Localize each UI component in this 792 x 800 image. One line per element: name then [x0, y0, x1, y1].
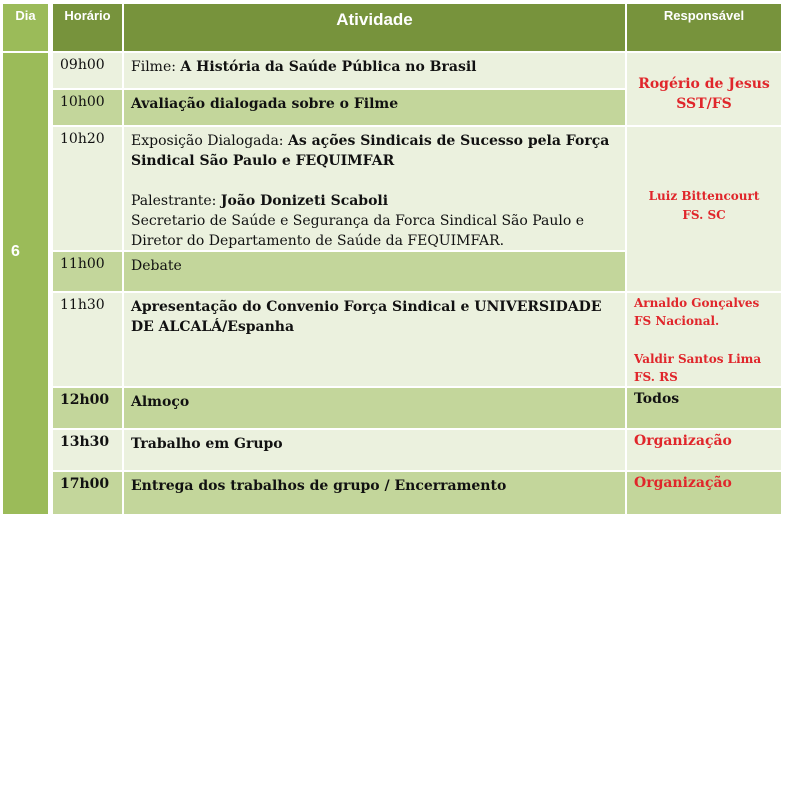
schedule-row	[53, 430, 625, 470]
row-time: 12h00	[60, 392, 110, 408]
row-time: 13h30	[60, 434, 110, 450]
responsible-cell: Luiz Bittencourt FS. SC	[627, 127, 781, 291]
row-activity: Trabalho em Grupo	[131, 436, 283, 452]
row-activity: Almoço	[131, 394, 190, 410]
schedule-row	[53, 53, 625, 88]
responsible-cell: Todos	[627, 388, 781, 428]
schedule-row	[53, 90, 625, 125]
schedule-row	[53, 472, 625, 514]
row-time: 10h20	[60, 131, 105, 147]
responsible-cell: Arnaldo Gonçalves FS Nacional. Valdir Santos Lima FS. RS	[627, 293, 781, 386]
row-activity: Avaliação dialogada sobre o Filme	[131, 96, 399, 112]
header-dia: Dia	[3, 4, 48, 51]
responsible-cell: Organização	[627, 430, 781, 470]
header-responsavel: Responsável	[627, 4, 781, 51]
day-number: 6	[11, 243, 20, 260]
row-activity: Apresentação do Convenio Força Sindical e UNIVERSIDADE DE ALCALÁ/Espanha	[131, 299, 602, 335]
row-time: 11h00	[60, 256, 105, 272]
header-atividade: Atividade	[124, 4, 625, 51]
schedule-row	[53, 252, 625, 291]
row-activity: Exposição Dialogada: As ações Sindicais de Sucesso pela Força Sindical São Paulo e FEQUIMFAR Palestrante: João Donizeti Scaboli Secretario de Saúde e Segurança da Forca Sindical São Paulo e Diretor do Departamento de Saúde da FEQUIMFAR.	[131, 133, 610, 249]
header-horario: Horário	[53, 4, 122, 51]
schedule-row	[53, 293, 625, 386]
responsible-cell: Rogério de Jesus SST/FS	[627, 53, 781, 125]
row-activity: Filme: A História da Saúde Pública no Brasil	[131, 59, 477, 75]
row-activity: Entrega dos trabalhos de grupo / Encerramento	[131, 478, 507, 494]
schedule-row	[53, 388, 625, 428]
row-activity: Debate	[131, 258, 182, 274]
day-cell	[3, 53, 48, 514]
row-time: 11h30	[60, 297, 105, 313]
schedule-row	[53, 127, 625, 250]
row-time: 17h00	[60, 476, 110, 492]
row-time: 10h00	[60, 94, 105, 110]
responsible-cell: Organização	[627, 472, 781, 514]
row-time: 09h00	[60, 57, 105, 73]
